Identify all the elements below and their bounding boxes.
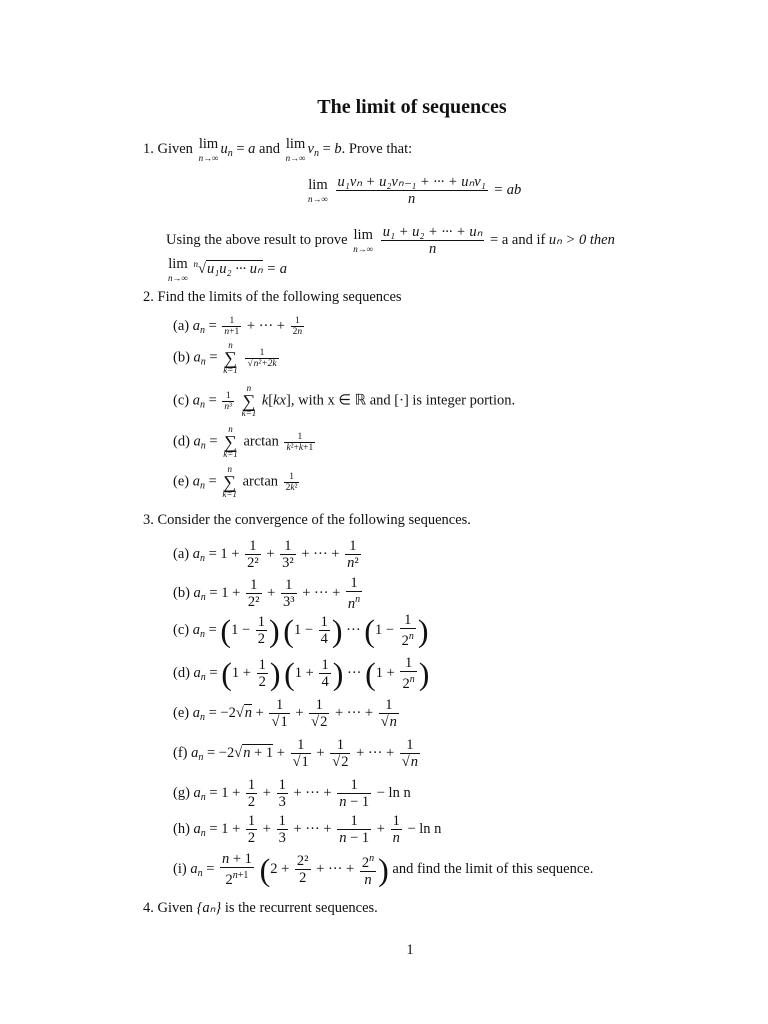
problem-3c: (c) $a_n = (1$ − $\frac{1}{2}$ ) (1 − $\frac{1}{4}$ ) ··· (1 − $\frac{1}{2^n}$ ): [173, 612, 429, 649]
problem-2b: (b) $a_n$ = n ∑ k=1 $\frac{1}{\text{√n²+2k}}$: [173, 340, 277, 375]
problem-2c: (c) $a_n$ = $\frac{1}{\text{n³}}$ n ∑ k=1 k[kx], with x ∈ ℝ and [·] is integer portion.: [173, 383, 516, 418]
problem-3h: (h) $a_n = 1$ + $\frac{1}{2}$ + $\frac{1}{3}$ + ··· + $\frac{1}{n - 1}$ + $\frac{1}{n}$ − ln n: [173, 813, 442, 846]
problem-3a: (a) $a_n = 1$ + $\frac{1}{\text{2²}}$ + $\frac{1}{\text{3²}}$ + ··· + $\frac{1}{\text{n²}}$: [173, 538, 359, 571]
problem-3e: (e) $a_n = -2√n$ + $\frac{1}{√1}$ + $\frac{1}{√2}$ + ··· + $\frac{1}{√n}$: [173, 697, 397, 730]
problem-text: Given: [157, 140, 193, 157]
problem-number: 1.: [143, 140, 154, 157]
limit-expression: lim n→∞: [285, 136, 306, 163]
problem-3b: (b) $a_n = 1$ + $\frac{1}{\text{2²}}$ + $\frac{1}{\text{3³}}$ + ··· + $\frac{1}{n^n}$: [173, 575, 361, 612]
problem-2e: (e) $a_n$ = n ∑ k=1 arctan $\frac{1}{\text{2k²}}$: [173, 464, 298, 499]
problem-2d: (d) $a_n$ = n ∑ k=1 arctan $\frac{1}{\text{k²+k+1}}$: [173, 424, 314, 459]
problem-3i: (i) $a_n$ = $\frac{n + 1}{2^{n+1}}$ (2 + $\frac{\text{2²}}{2}$ + ··· + $\frac{2^n}{n}$ ) and find the limit of this sequence.: [173, 851, 594, 888]
problem-1-statement: 1. Given lim n→∞ $u_n = a$ and lim n→∞ $v_n = b$. Prove that:: [143, 136, 413, 163]
limit-expression: lim n→∞: [198, 136, 219, 163]
problem-4-statement: 4. Given {aₙ} is the recurrent sequences.: [143, 900, 378, 916]
page-title: The limit of sequences: [317, 96, 507, 118]
fraction: $\frac{\text{u₁vₙ + u₂vₙ₋₁ + ··· + uₙv₁}}{n}$: [337, 174, 486, 207]
problem-3f: (f) $a_n = -2√n + 1$ + $\frac{1}{√1}$ + $\frac{1}{√2}$ + ··· + $\frac{1}{√n}$: [173, 737, 419, 770]
problem-3d: (d) $a_n = (1$ + $\frac{1}{2}$ ) (1 + $\frac{1}{4}$ ) ··· (1 + $\frac{1}{2^n}$ ): [173, 655, 430, 692]
problem-3g: (g) $a_n = 1$ + $\frac{1}{2}$ + $\frac{1}{3}$ + ··· + $\frac{1}{n - 1}$ − ln n: [173, 777, 411, 810]
problem-1-conclusion: lim n→∞ $^n$√u₁u₂ ··· uₙ = a: [168, 256, 288, 283]
problem-2a: (a) $a_n$ = $\frac{1}{n+1}$ + ··· + $\frac{1}{2n}$: [173, 316, 303, 337]
problem-1-followup: Using the above result to prove lim n→∞ $\frac{\text{u₁ + u₂ + ··· + uₙ}}{n}$ = a and if uₙ > 0 then: [166, 224, 615, 257]
problem-2-heading: 2. Find the limits of the following sequences: [143, 289, 402, 305]
page-number: 1: [406, 942, 414, 958]
problem-3-heading: 3. Consider the convergence of the following sequences.: [143, 512, 471, 528]
display-equation: lim n→∞ $\frac{\text{u₁vₙ + u₂vₙ₋₁ + ··· + uₙv₁}}{n}$ = ab: [308, 174, 522, 207]
